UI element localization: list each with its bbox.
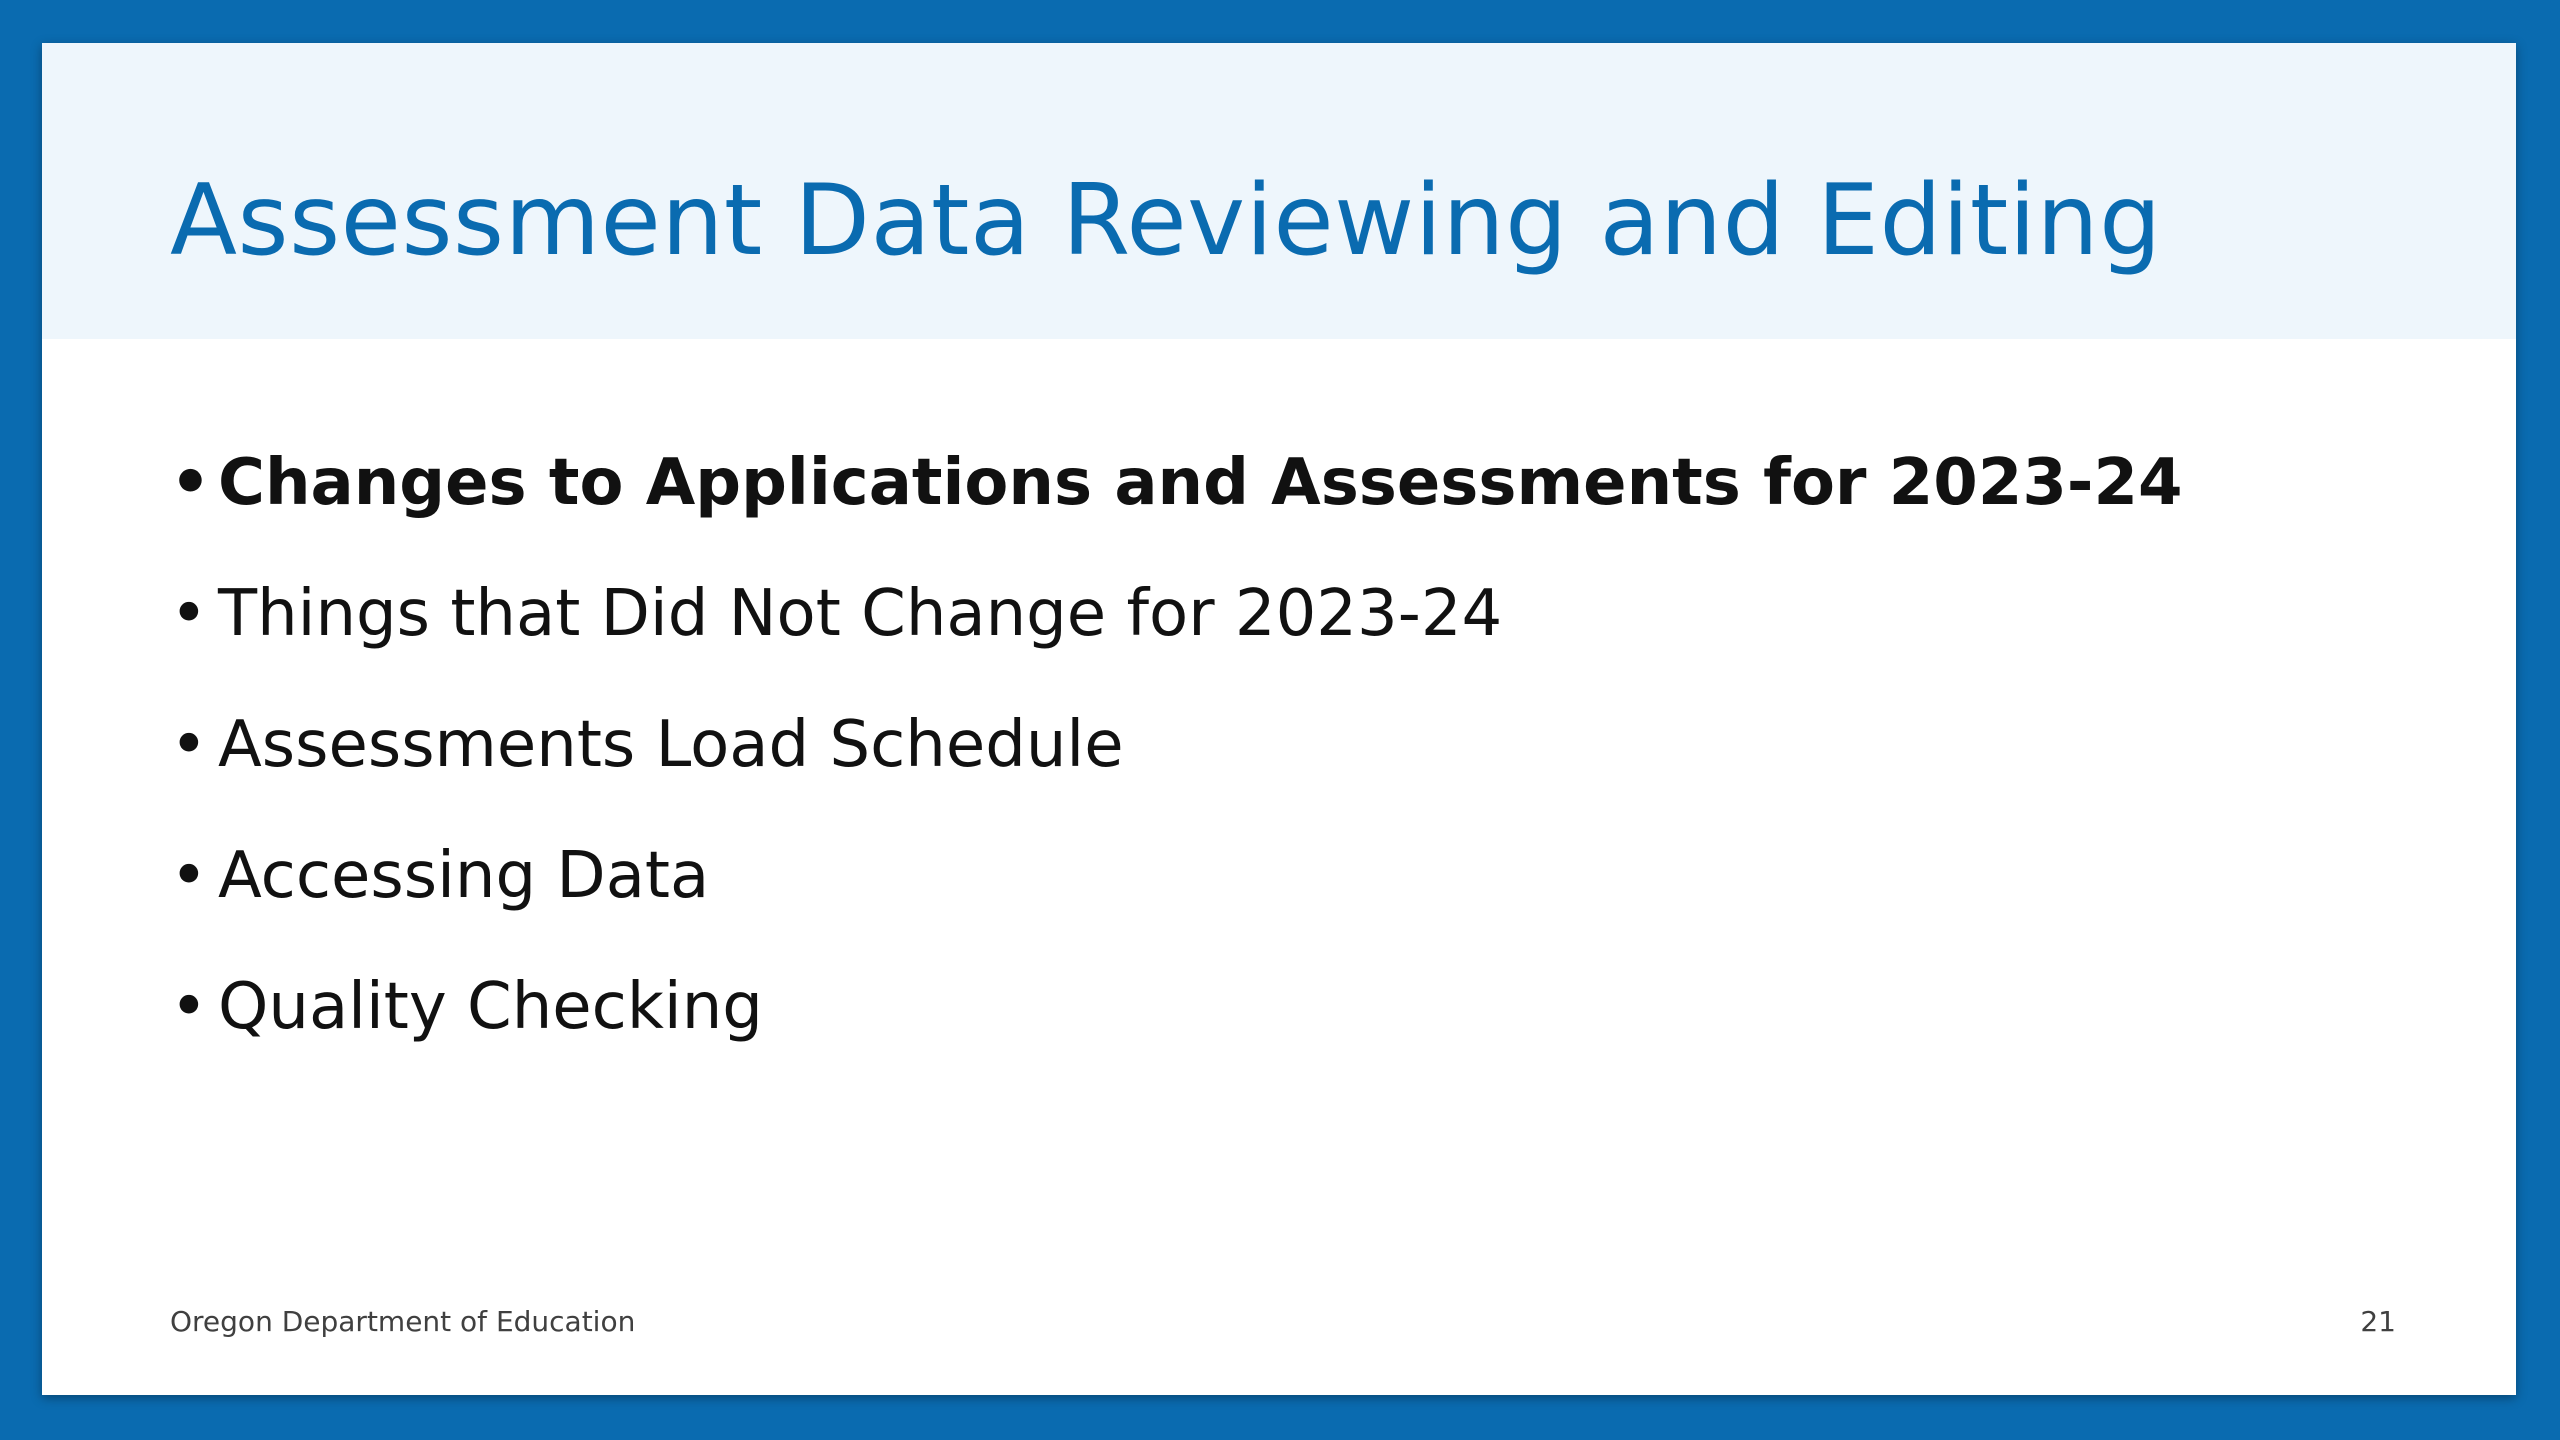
bullet-list bbox=[170, 433, 2183, 1088]
bullet-item-changes: • Changes to Applications and Assessments for 2023-24 bbox=[170, 433, 2183, 564]
bullet-item-quality-checking: • Quality Checking bbox=[170, 957, 2183, 1088]
bullet-item-accessing-data: • Accessing Data bbox=[170, 826, 2183, 957]
bullet-item-load-schedule: • Assessments Load Schedule bbox=[170, 695, 2183, 826]
slide-title: Assessment Data Reviewing and Editing bbox=[170, 164, 2162, 278]
slide-number: 21 bbox=[2360, 1305, 2396, 1338]
slide bbox=[42, 43, 2516, 1395]
footer-organization: Oregon Department of Education bbox=[170, 1305, 636, 1338]
bullet-item-unchanged: • Things that Did Not Change for 2023-24 bbox=[170, 564, 2183, 695]
